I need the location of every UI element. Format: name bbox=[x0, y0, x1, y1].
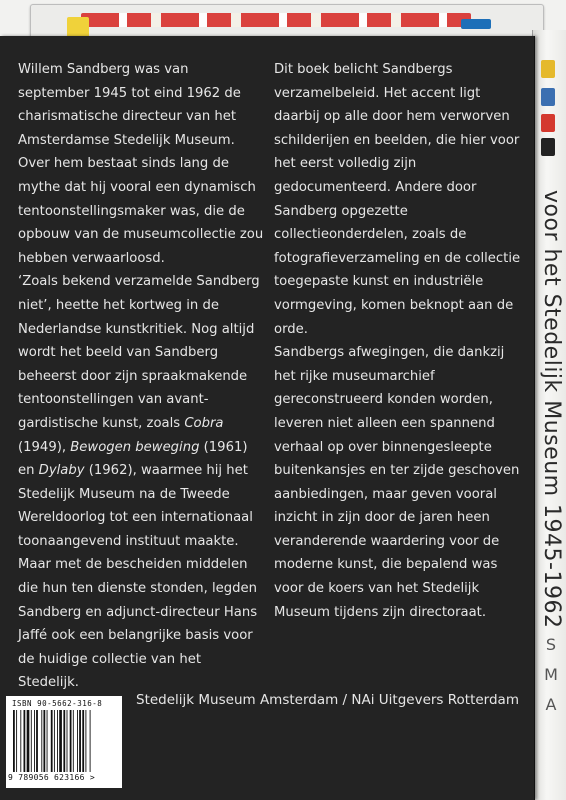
right-paragraph-2: Sandbergs afwegingen, die dankzij het rijke museumarchief gereconstrueerd konden worden, leveren niet alleen een spannend verhaal op over binnengesleepte buitenkansjes en ter zijde geschoven aanbiedingen, maar geven vooral inzicht in zijn door de jaren heen veranderende waardering voor de moderne kunst, die bepalend was voor de koers van het Stedelijk Museum tijdens zijn directoraat. bbox=[274, 345, 520, 620]
spine-letter: A bbox=[545, 695, 557, 714]
spine-color-swatch bbox=[541, 88, 555, 106]
exhibition-title-cobra: Cobra bbox=[184, 415, 224, 431]
ean-number: 9 789056 623166 > bbox=[8, 773, 95, 782]
left-paragraph-2 bbox=[18, 270, 264, 695]
right-text-column bbox=[274, 58, 524, 624]
barcode bbox=[6, 696, 122, 788]
text-run: (1961) en bbox=[18, 439, 248, 479]
isbn-label: ISBN 90-5662-316-8 bbox=[12, 699, 103, 708]
spine-letters bbox=[539, 630, 563, 720]
exhibition-title-bewogen-beweging: Bewogen beweging bbox=[70, 439, 200, 455]
background-book-stripe bbox=[81, 13, 471, 27]
spine-color-swatch bbox=[541, 114, 555, 132]
text-run: (1962), waarmee hij het Stedelijk Museum na de Tweede Wereldoorlog tot een internationaal toonaangevend instituut maakte. Maar met de bescheiden middelen die hun ten dienste stonden, legden Sandberg en adjunct-directeur Hans Jaffé ook een belangrijke basis voor de huidige collectie van het Stedelijk. bbox=[18, 463, 258, 691]
background-book-blue-block bbox=[461, 19, 491, 29]
left-text-column bbox=[18, 58, 264, 695]
right-paragraph-1: Dit boek belicht Sandbergs verzamelbeleid. Het accent ligt daarbij op alle door hem verworven schilderijen en beelden, die hier voor het eerst volledig zijn gedocumenteerd. Andere door Sandberg opgezette collectieonderdelen, zoals de fotografieverzameling en de collectie toegepaste kunst en industriële vormgeving, komen beknopt aan de orde. bbox=[274, 62, 521, 337]
text-run: (1949), bbox=[18, 439, 71, 455]
spine-letter: M bbox=[544, 665, 558, 684]
exhibition-title-dylaby: Dylaby bbox=[38, 463, 85, 479]
text-run: ‘Zoals bekend verzamelde Sandberg niet’, heette het kortweg in de Nederlandse kunstkritiek. Nog altijd wordt het beeld van Sandberg beheerst door zijn spraakmakende tentoonstellingen van avant-gardistische kunst, zoals bbox=[18, 274, 260, 431]
book-spine bbox=[532, 30, 566, 800]
spine-letter: S bbox=[545, 635, 557, 654]
spine-color-swatch bbox=[541, 60, 555, 78]
publisher-line: Stedelijk Museum Amsterdam / NAi Uitgevers Rotterdam bbox=[136, 692, 519, 708]
back-cover bbox=[0, 36, 535, 800]
left-paragraph-1: Willem Sandberg was van september 1945 tot eind 1962 de charismatische directeur van het Amsterdamse Stedelijk Museum. Over hem bestaat sinds lang de mythe dat hij vooral een dynamisch tentoonstellingsmaker was, die de opbouw van de museumcollectie zou hebben verwaarloosd. bbox=[18, 62, 264, 266]
spine-title: voor het Stedelijk Museum 1945-1962 bbox=[539, 190, 564, 629]
barcode-bars bbox=[12, 710, 116, 772]
spine-color-swatch bbox=[541, 138, 555, 156]
